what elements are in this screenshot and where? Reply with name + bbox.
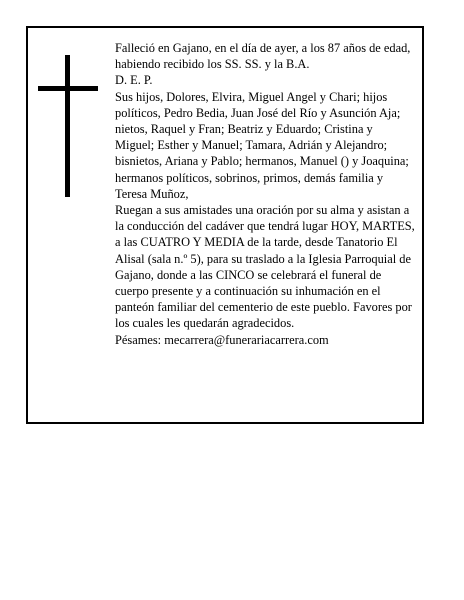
cross-vertical-bar	[65, 55, 70, 197]
condolences-contact: Pésames: mecarrera@funerariacarrera.com	[115, 332, 329, 347]
cross-icon	[38, 55, 98, 197]
obituary-notice	[26, 26, 424, 424]
death-announcement: Falleció en Gajano, en el día de ayer, a los 87 años de edad, habiendo recibido los SS. SS. y la B.A.	[115, 41, 411, 72]
notice-text	[115, 40, 415, 348]
rest-in-peace: D. E. P.	[115, 73, 153, 88]
cross-horizontal-bar	[38, 86, 98, 91]
funeral-details: Ruegan a sus amistades una oración por su alma y asistan a la conducción del cadáver que tendrá lugar HOY, MARTES, a las CUATRO Y MEDIA de la tarde, desde Tanatorio El Alisal (sala n.º 5), para su traslado a la Iglesia Parroquial de Gajano, donde a las CINCO se celebrará el funeral de cuerpo presente y a continuación su inhumación en el panteón familiar del cementerio de este pueblo. Favores por los cuales les quedarán agradecidos.	[115, 203, 415, 331]
family-list: Sus hijos, Dolores, Elvira, Miguel Angel y Chari; hijos políticos, Pedro Bedia, Juan José del Río y Asunción Aja; nietos, Raquel y Fran; Beatriz y Eduardo; Cristina y Miguel; Esther y Manuel; Tamara, Adrián y Alejandro; bisnietos, Ariana y Pablo; hermanos, Manuel () y Joaquina; hermanos políticos, sobrinos, primos, demás familia y Teresa Muñoz,	[115, 89, 409, 201]
